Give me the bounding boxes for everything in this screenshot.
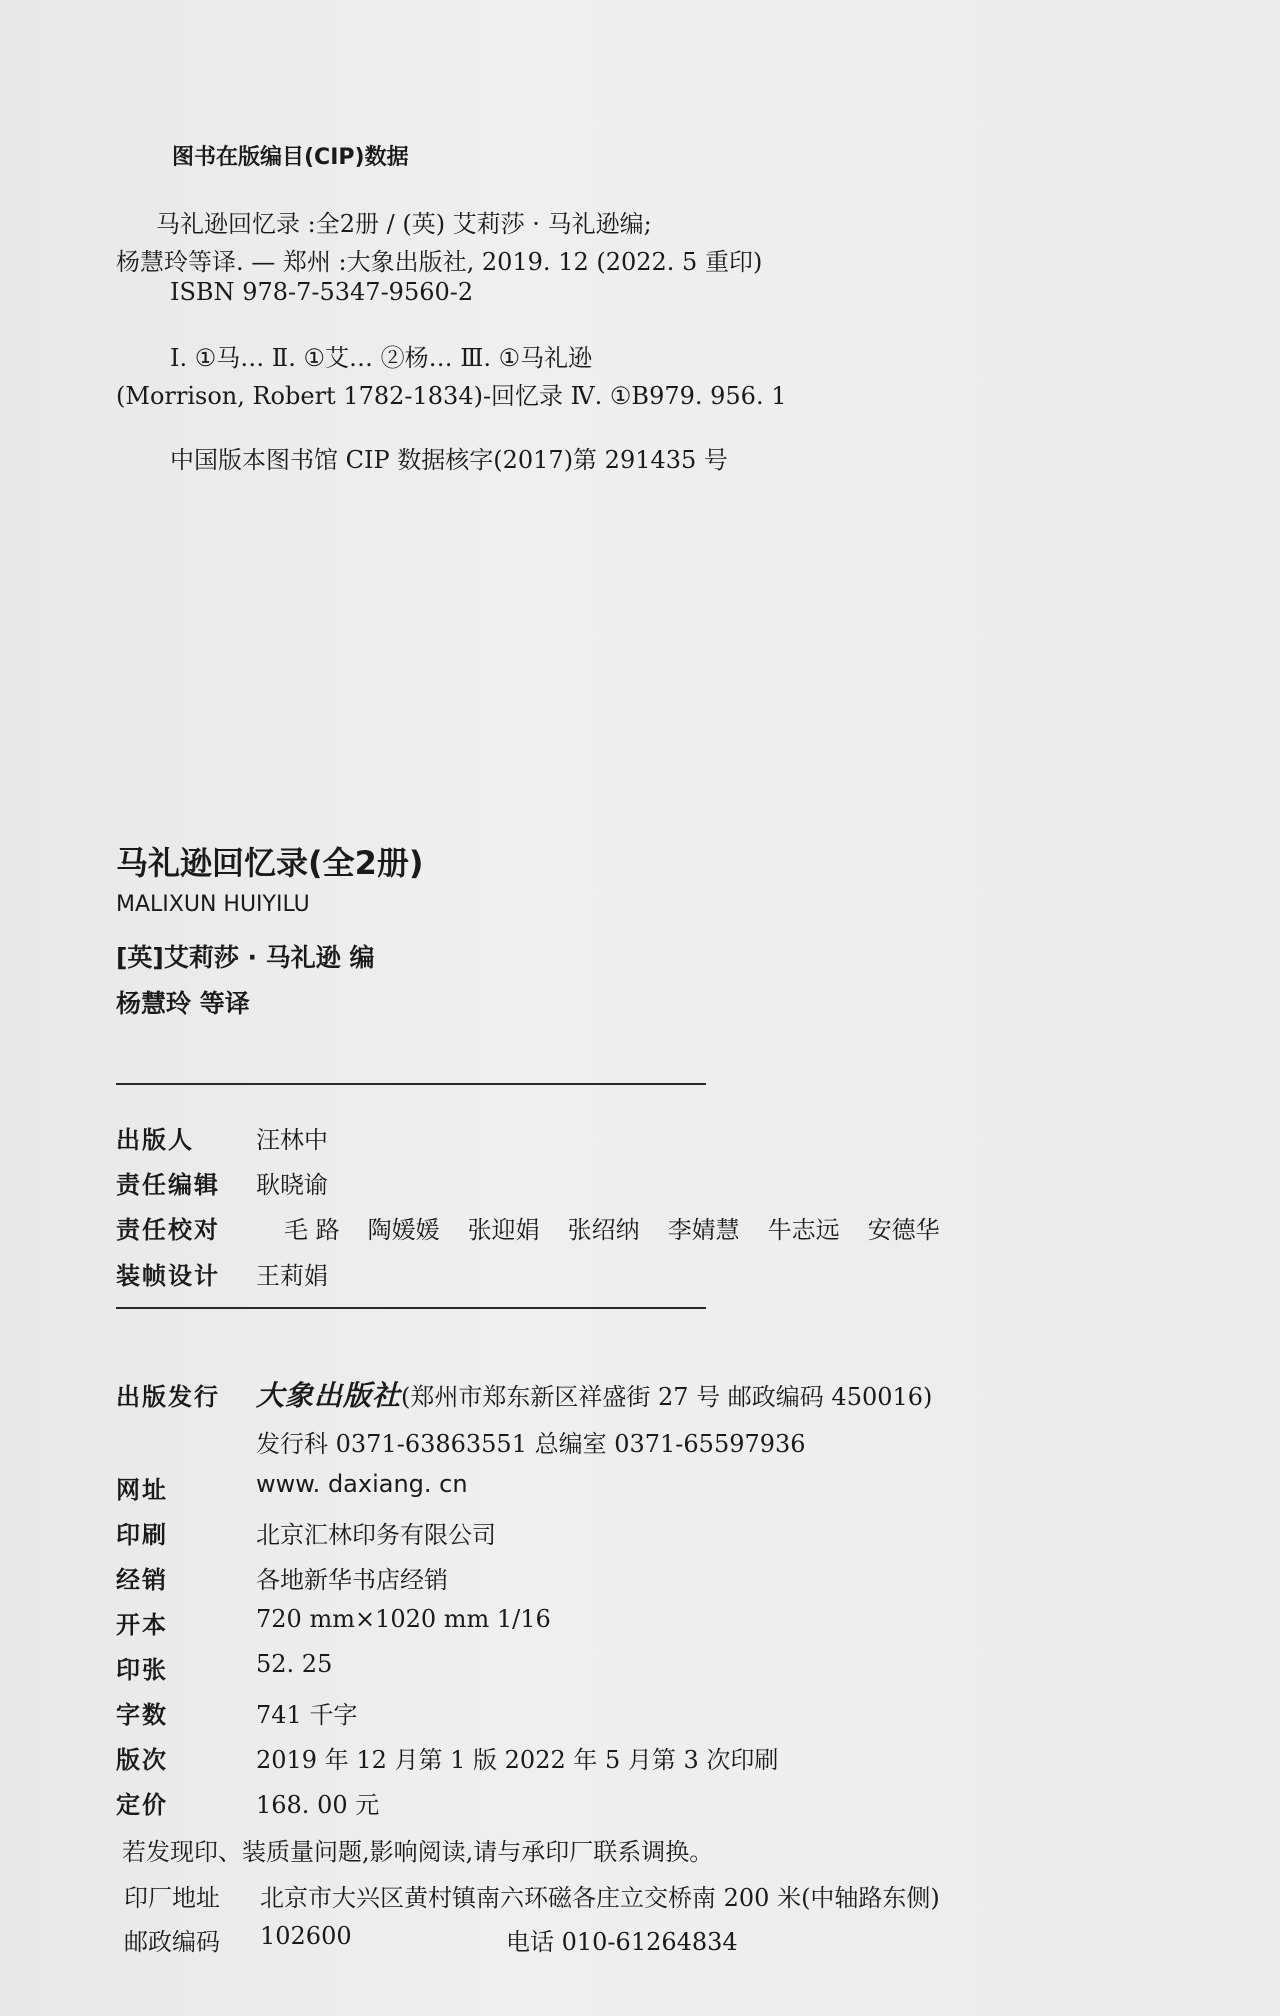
press-phones: 发行科 0371-63863551 总编室 0371-65597936 [256,1430,806,1458]
factory-row [124,1878,940,1913]
sheets-label: 印张 [116,1656,168,1684]
cip-heading: 图书在版编目(CIP)数据 [172,145,409,170]
book-author: [英]艾莉莎 · 马礼逊 编 [116,943,375,972]
format-row [116,1605,551,1640]
proofreader: 张迎娟 [467,1216,540,1244]
staff-editor-row [116,1165,328,1200]
web-label: 网址 [116,1476,168,1504]
sale-row [116,1560,448,1595]
words-value: 741 千字 [256,1701,358,1729]
edition-label: 版次 [116,1746,168,1774]
edition-value: 2019 年 12 月第 1 版 2022 年 5 月第 3 次印刷 [256,1746,779,1774]
book-translator: 杨慧玲 等译 [116,989,250,1018]
divider-bottom [116,1307,706,1309]
factory-label: 印厂地址 [124,1884,220,1912]
proofreaders-label: 责任校对 [116,1216,220,1244]
issue-row [116,1374,932,1414]
proofreader: 毛 路 [284,1216,340,1244]
design-value: 王莉娟 [256,1262,328,1290]
cip-verify: 中国版本图书馆 CIP 数据核字(2017)第 291435 号 [170,446,728,474]
edition-row [116,1740,778,1775]
divider-top [116,1083,706,1085]
printer-label: 印刷 [116,1521,168,1549]
staff-design-row [116,1256,328,1291]
words-label: 字数 [116,1701,168,1729]
cip-class-1: Ⅰ. ①马… Ⅱ. ①艾… ②杨… Ⅲ. ①马礼逊 [170,344,593,372]
printer-row [116,1515,496,1550]
sheets-row [116,1650,332,1685]
sale-label: 经销 [116,1566,168,1594]
factory-address: 北京市大兴区黄村镇南六环磁各庄立交桥南 200 米(中轴路东侧) [260,1884,940,1912]
postcode-row [124,1922,738,1957]
press-logo: 大象出版社 [256,1379,402,1412]
staff-proofreaders-row [116,1210,968,1245]
cip-line-1: 马礼逊回忆录 :全2册 / (英) 艾莉莎 · 马礼逊编; [156,210,652,238]
cip-isbn: ISBN 978-7-5347-9560-2 [170,278,474,306]
proofreader: 安德华 [867,1216,940,1244]
proofreader: 李婧慧 [667,1216,740,1244]
proofreader: 张绍纳 [567,1216,640,1244]
press-address: (郑州市郑东新区祥盛街 27 号 邮政编码 450016) [401,1383,933,1411]
proofreader: 牛志远 [767,1216,840,1244]
book-pinyin: MALIXUN HUIYILU [116,892,310,917]
printer-value: 北京汇林印务有限公司 [256,1521,496,1549]
book-title: 马礼逊回忆录(全2册) [116,844,424,882]
web-row [116,1470,468,1505]
proofreader: 陶媛媛 [367,1216,440,1244]
sale-value: 各地新华书店经销 [256,1566,448,1594]
format-label: 开本 [116,1611,168,1639]
design-label: 装帧设计 [116,1262,220,1290]
publisher-label: 出版人 [116,1126,194,1154]
publisher-value: 汪林中 [256,1126,328,1154]
postcode-label: 邮政编码 [124,1928,220,1956]
cip-class-2: (Morrison, Robert 1782-1834)-回忆录 Ⅳ. ①B979. 956. 1 [116,382,787,410]
staff-publisher-row [116,1120,328,1155]
quality-notice: 若发现印、装质量问题,影响阅读,请与承印厂联系调换。 [122,1838,714,1866]
sheets-value: 52. 25 [256,1650,333,1678]
price-value: 168. 00 元 [256,1791,380,1819]
web-value: www. daxiang. cn [256,1470,468,1498]
issue-label: 出版发行 [116,1383,220,1411]
format-value: 720 mm×1020 mm 1/16 [256,1605,551,1633]
editor-label: 责任编辑 [116,1171,220,1199]
cip-line-2: 杨慧玲等译. — 郑州 :大象出版社, 2019. 12 (2022. 5 重印) [116,248,763,276]
price-label: 定价 [116,1791,168,1819]
words-row [116,1695,357,1730]
price-row [116,1785,379,1820]
editor-value: 耿晓谕 [256,1171,328,1199]
factory-phone: 电话 010-61264834 [506,1928,738,1956]
postcode-value: 102600 [260,1922,352,1950]
